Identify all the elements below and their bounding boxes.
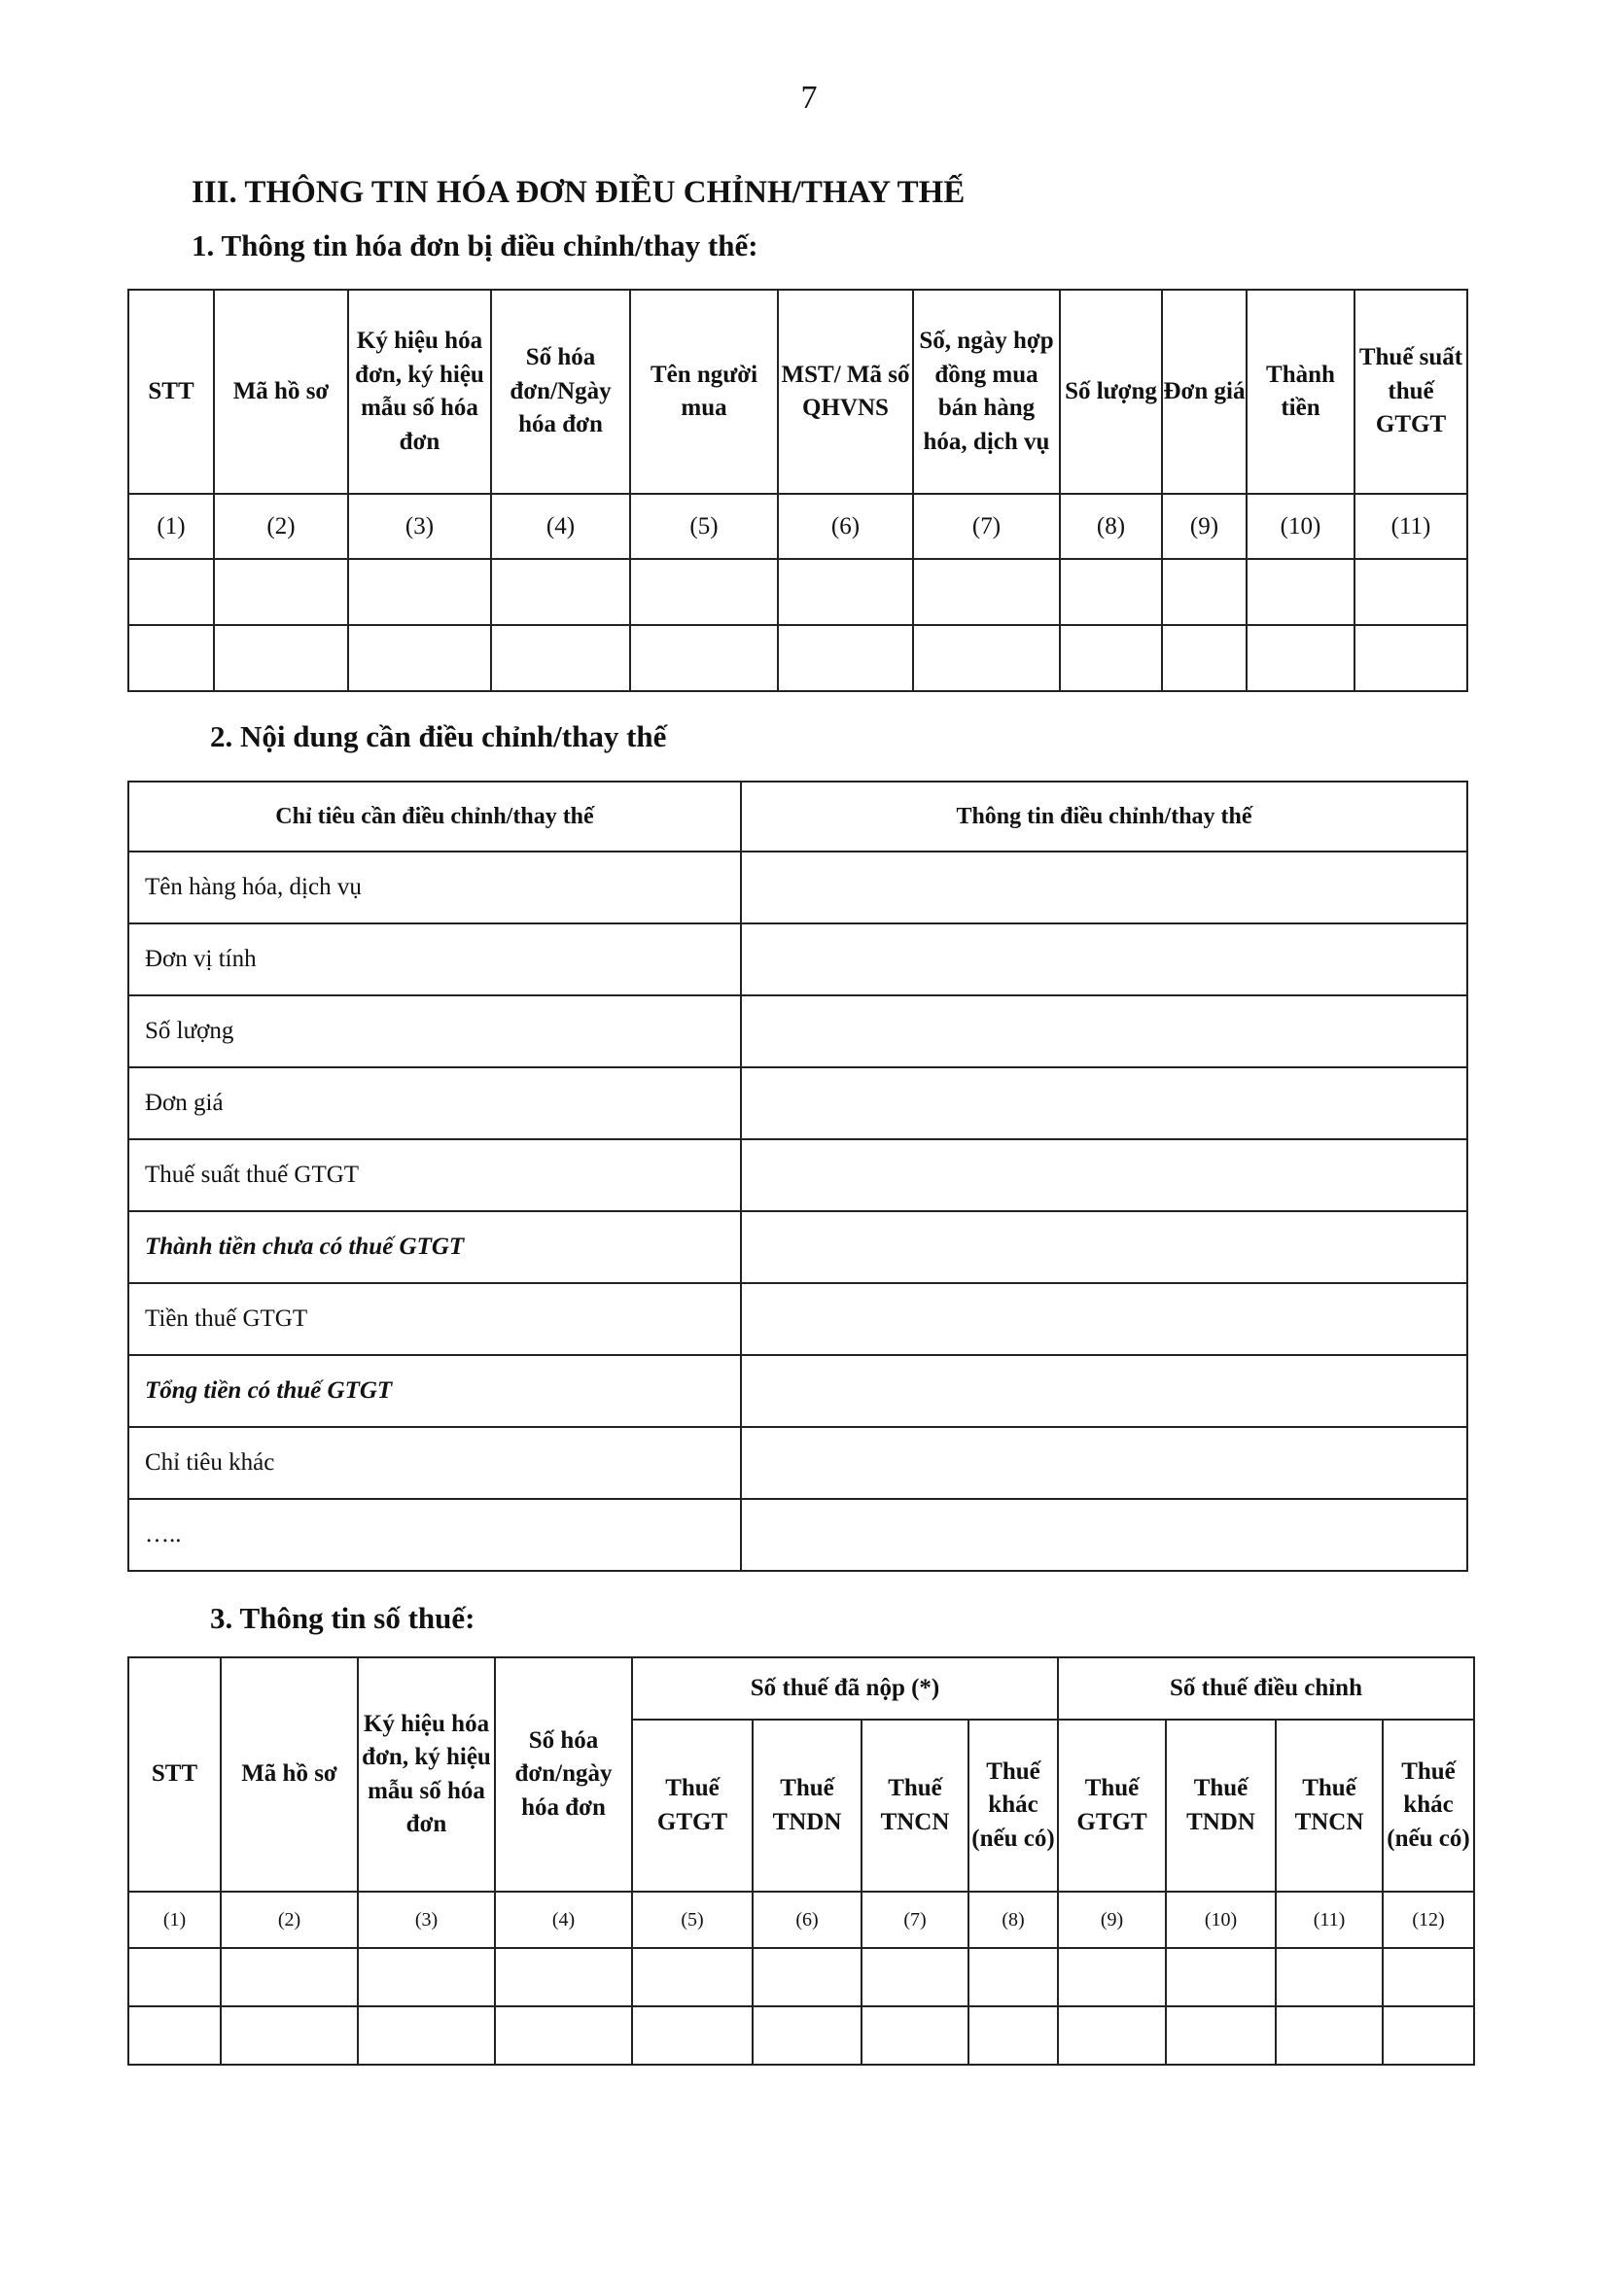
adjustment-content-table	[127, 781, 1468, 1572]
empty-cell[interactable]	[128, 2006, 221, 2065]
empty-cell[interactable]	[1058, 1948, 1166, 2006]
column-number: (11)	[1354, 494, 1467, 559]
adjust-value-cell[interactable]	[741, 1067, 1467, 1139]
empty-cell[interactable]	[968, 1948, 1058, 2006]
table-row	[128, 923, 1467, 995]
column-number: (10)	[1247, 494, 1354, 559]
column-number: (9)	[1058, 1892, 1166, 1948]
column-number: (8)	[1060, 494, 1162, 559]
header-hop-dong: Số, ngày hợp đồng mua bán hàng hóa, dịch vụ	[913, 290, 1060, 494]
column-number: (11)	[1276, 1892, 1383, 1948]
empty-cell[interactable]	[214, 559, 348, 625]
table-row	[128, 1355, 1467, 1427]
header-adjust-gtgt: Thuế GTGT	[1058, 1720, 1166, 1892]
section2-title: 2. Nội dung cần điều chỉnh/thay thế	[210, 719, 667, 753]
empty-cell[interactable]	[1060, 625, 1162, 691]
header-paid-tndn: Thuế TNDN	[753, 1720, 862, 1892]
empty-cell[interactable]	[495, 1948, 632, 2006]
column-number: (10)	[1166, 1892, 1276, 1948]
page-number: 7	[800, 80, 818, 116]
criteria-label: Chỉ tiêu khác	[128, 1427, 741, 1499]
empty-cell[interactable]	[1383, 2006, 1474, 2065]
empty-cell[interactable]	[1276, 1948, 1383, 2006]
empty-cell[interactable]	[1162, 559, 1247, 625]
table-row	[128, 559, 1467, 625]
table-row	[128, 1211, 1467, 1283]
column-number: (7)	[913, 494, 1060, 559]
adjust-value-cell[interactable]	[741, 995, 1467, 1067]
header-paid-other: Thuế khác (nếu có)	[968, 1720, 1058, 1892]
table-row	[128, 1499, 1467, 1571]
adjust-value-cell[interactable]	[741, 852, 1467, 923]
empty-cell[interactable]	[753, 2006, 862, 2065]
header-paid-tncn: Thuế TNCN	[862, 1720, 968, 1892]
criteria-label: Tên hàng hóa, dịch vụ	[128, 852, 741, 923]
empty-cell[interactable]	[1247, 559, 1354, 625]
header-mst: MST/ Mã số QHVNS	[778, 290, 913, 494]
empty-cell[interactable]	[491, 625, 630, 691]
empty-cell[interactable]	[128, 559, 214, 625]
table-row	[128, 1139, 1467, 1211]
header-adjust-tndn: Thuế TNDN	[1166, 1720, 1276, 1892]
column-number: (1)	[128, 1892, 221, 1948]
header-stt: STT	[128, 290, 214, 494]
header-adjust-info: Thông tin điều chỉnh/thay thế	[741, 782, 1467, 852]
header-ten-nguoi-mua: Tên người mua	[630, 290, 778, 494]
column-number: (1)	[128, 494, 214, 559]
header-criteria: Chỉ tiêu cần điều chỉnh/thay thế	[128, 782, 741, 852]
column-number: (5)	[632, 1892, 753, 1948]
header-ma-ho-so: Mã hồ sơ	[221, 1657, 358, 1892]
empty-cell[interactable]	[348, 559, 491, 625]
criteria-label: Tiền thuế GTGT	[128, 1283, 741, 1355]
table-row	[128, 2006, 1474, 2065]
empty-cell[interactable]	[358, 2006, 495, 2065]
column-number: (6)	[778, 494, 913, 559]
empty-cell[interactable]	[1383, 1948, 1474, 2006]
table-row	[128, 1427, 1467, 1499]
empty-cell[interactable]	[630, 559, 778, 625]
empty-cell[interactable]	[221, 2006, 358, 2065]
empty-cell[interactable]	[753, 1948, 862, 2006]
empty-cell[interactable]	[862, 1948, 968, 2006]
header-paid-gtgt: Thuế GTGT	[632, 1720, 753, 1892]
column-number: (3)	[348, 494, 491, 559]
criteria-label: Thuế suất thuế GTGT	[128, 1139, 741, 1211]
table-row	[128, 1283, 1467, 1355]
section1-title: 1. Thông tin hóa đơn bị điều chỉnh/thay thế:	[192, 228, 758, 262]
empty-cell[interactable]	[913, 625, 1060, 691]
header-ky-hieu: Ký hiệu hóa đơn, ký hiệu mẫu số hóa đơn	[348, 290, 491, 494]
tax-info-table	[127, 1656, 1475, 2066]
table-row	[128, 1067, 1467, 1139]
empty-cell[interactable]	[778, 559, 913, 625]
empty-cell[interactable]	[128, 625, 214, 691]
empty-cell[interactable]	[495, 2006, 632, 2065]
header-don-gia: Đơn giá	[1162, 290, 1247, 494]
empty-cell[interactable]	[1166, 1948, 1276, 2006]
empty-cell[interactable]	[913, 559, 1060, 625]
empty-cell[interactable]	[1276, 2006, 1383, 2065]
adjusted-invoice-table	[127, 289, 1468, 692]
table-row	[128, 995, 1467, 1067]
header-ma-ho-so: Mã hồ sơ	[214, 290, 348, 494]
empty-cell[interactable]	[632, 2006, 753, 2065]
header-adjust-other: Thuế khác (nếu có)	[1383, 1720, 1474, 1892]
criteria-label: Số lượng	[128, 995, 741, 1067]
column-number: (8)	[968, 1892, 1058, 1948]
column-number: (7)	[862, 1892, 968, 1948]
adjust-value-cell[interactable]	[741, 1355, 1467, 1427]
header-thue-suat: Thuế suất thuế GTGT	[1354, 290, 1467, 494]
empty-cell[interactable]	[968, 2006, 1058, 2065]
column-number: (2)	[221, 1892, 358, 1948]
adjust-value-cell[interactable]	[741, 923, 1467, 995]
column-number: (5)	[630, 494, 778, 559]
adjust-value-cell[interactable]	[741, 1283, 1467, 1355]
table-row	[128, 625, 1467, 691]
adjust-value-cell[interactable]	[741, 1427, 1467, 1499]
empty-cell[interactable]	[128, 1948, 221, 2006]
criteria-label: Tổng tiền có thuế GTGT	[128, 1355, 741, 1427]
criteria-label: Thành tiền chưa có thuế GTGT	[128, 1211, 741, 1283]
empty-cell[interactable]	[358, 1948, 495, 2006]
header-adjust-tax-group: Số thuế điều chỉnh	[1058, 1657, 1474, 1720]
column-number: (4)	[491, 494, 630, 559]
section-title: III. THÔNG TIN HÓA ĐƠN ĐIỀU CHỈNH/THAY THẾ	[192, 175, 966, 210]
adjust-value-cell[interactable]	[741, 1139, 1467, 1211]
empty-cell[interactable]	[491, 559, 630, 625]
header-adjust-tncn: Thuế TNCN	[1276, 1720, 1383, 1892]
empty-cell[interactable]	[778, 625, 913, 691]
column-number: (6)	[753, 1892, 862, 1948]
header-so-hoa-don: Số hóa đơn/ngày hóa đơn	[495, 1657, 632, 1892]
empty-cell[interactable]	[348, 625, 491, 691]
header-thanh-tien: Thành tiền	[1247, 290, 1354, 494]
empty-cell[interactable]	[630, 625, 778, 691]
column-number: (12)	[1383, 1892, 1474, 1948]
adjust-value-cell[interactable]	[741, 1211, 1467, 1283]
criteria-label: …..	[128, 1499, 741, 1571]
empty-cell[interactable]	[1354, 559, 1467, 625]
empty-cell[interactable]	[1060, 559, 1162, 625]
empty-cell[interactable]	[1058, 2006, 1166, 2065]
empty-cell[interactable]	[862, 2006, 968, 2065]
header-ky-hieu: Ký hiệu hóa đơn, ký hiệu mẫu số hóa đơn	[358, 1657, 495, 1892]
column-number: (9)	[1162, 494, 1247, 559]
table-row	[128, 852, 1467, 923]
adjust-value-cell[interactable]	[741, 1499, 1467, 1571]
header-so-hoa-don: Số hóa đơn/Ngày hóa đơn	[491, 290, 630, 494]
empty-cell[interactable]	[221, 1948, 358, 2006]
header-stt: STT	[128, 1657, 221, 1892]
section3-title: 3. Thông tin số thuế:	[210, 1601, 475, 1635]
criteria-label: Đơn giá	[128, 1067, 741, 1139]
empty-cell[interactable]	[1166, 2006, 1276, 2065]
empty-cell[interactable]	[632, 1948, 753, 2006]
header-so-luong: Số lượng	[1060, 290, 1162, 494]
column-number: (3)	[358, 1892, 495, 1948]
empty-cell[interactable]	[214, 625, 348, 691]
empty-cell[interactable]	[1162, 625, 1247, 691]
empty-cell[interactable]	[1247, 625, 1354, 691]
criteria-label: Đơn vị tính	[128, 923, 741, 995]
empty-cell[interactable]	[1354, 625, 1467, 691]
header-paid-tax-group: Số thuế đã nộp (*)	[632, 1657, 1058, 1720]
column-number: (4)	[495, 1892, 632, 1948]
table-row	[128, 1948, 1474, 2006]
column-number: (2)	[214, 494, 348, 559]
